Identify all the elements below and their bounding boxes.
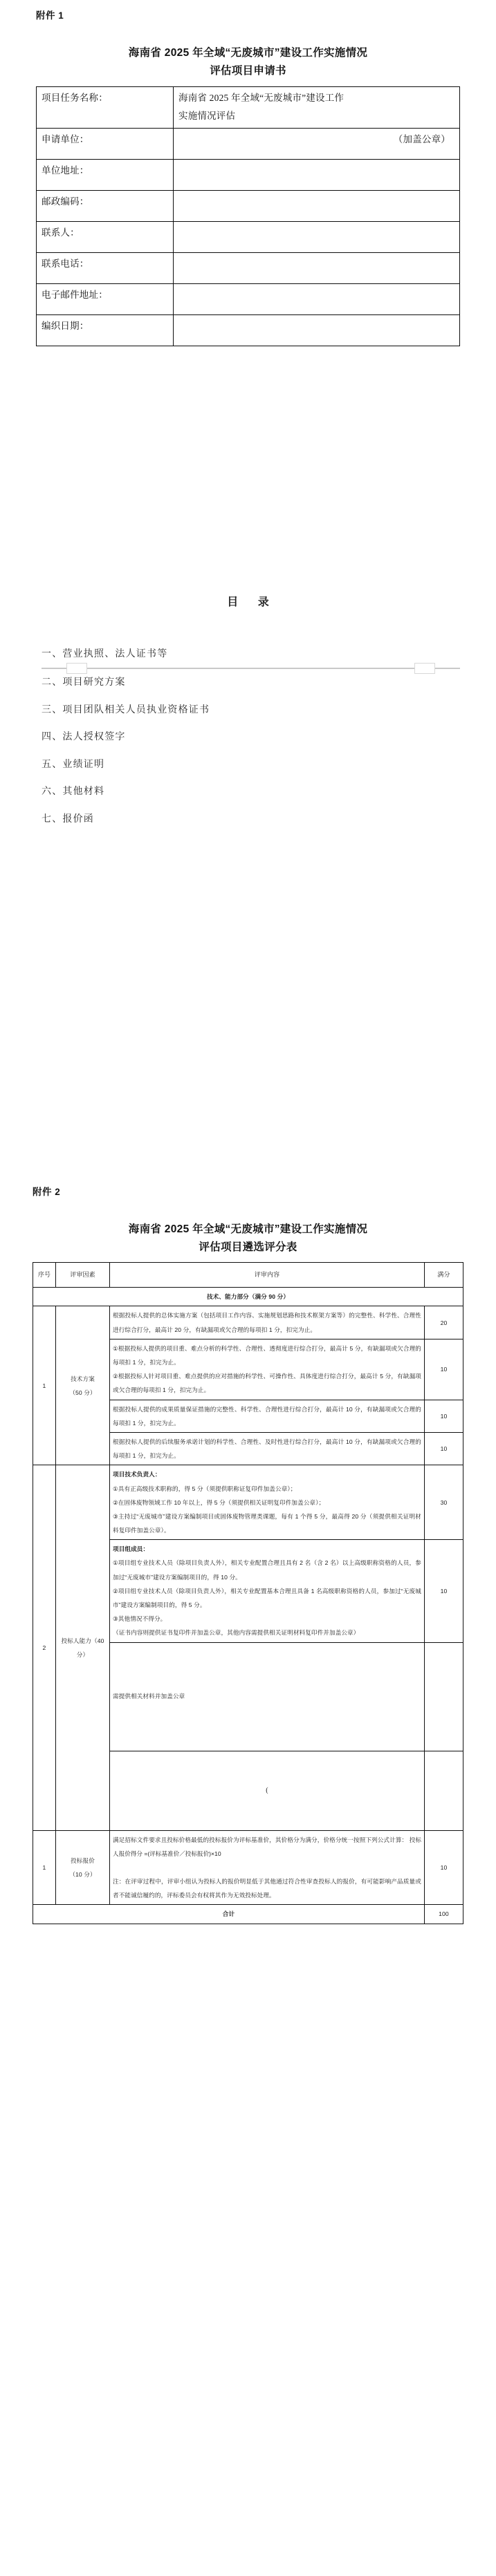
- row-factor-bid-price: [56, 1830, 110, 1905]
- attachment-2-title-line-2: 评估项目遴选评分表: [199, 1241, 297, 1253]
- field-label-applicant-unit: 申请单位：: [37, 128, 174, 159]
- row-content-1: [110, 1306, 425, 1339]
- column-header-content: 评审内容: [110, 1263, 425, 1288]
- toc-item-5[interactable]: 五、业绩证明: [42, 759, 105, 770]
- factor-line-2: （10 分）: [69, 1870, 96, 1878]
- total-value: 100: [425, 1905, 463, 1924]
- attachment-1-title-line-2: 评估项目申请书: [210, 64, 286, 77]
- para-spacer: [113, 1861, 421, 1874]
- row-no-2: 2: [33, 1465, 56, 1830]
- para: ②在固体废物领域工作 10 年以上，得 5 分（须提供相关证明复印件加盖公章）；: [113, 1498, 325, 1506]
- toc-item-2[interactable]: 二、项目研究方案: [42, 677, 126, 688]
- table-row: [37, 314, 460, 346]
- table-of-contents-page: [0, 511, 496, 1071]
- application-form-table: [36, 86, 460, 346]
- para-heading: 项目组成员：: [113, 1545, 149, 1553]
- factor-line-1: 投标报价: [71, 1856, 95, 1864]
- toc-item-4[interactable]: 四、法人授权签字: [42, 732, 126, 743]
- project-name-line-2: 实施情况评估: [178, 111, 236, 122]
- table-row: [37, 252, 460, 283]
- table-header-row: [33, 1263, 463, 1288]
- official-seal-note: （加盖公章）: [393, 133, 450, 144]
- field-value-compile-date[interactable]: [174, 314, 460, 346]
- table-row: [37, 87, 460, 129]
- row-content-2: [110, 1339, 425, 1400]
- page-break-divider: [42, 668, 460, 669]
- row-content-price: [110, 1830, 425, 1905]
- para: （证书内容则提供证书复印件并加盖公章，其他内容需提供相关证明材料复印件并加盖公章）: [113, 1629, 360, 1637]
- table-row: [33, 1830, 463, 1905]
- table-total-row: [33, 1905, 463, 1924]
- row-factor-technical-plan: [56, 1306, 110, 1465]
- para-note: 注：在评审过程中，评审小组认为投标人的报价明显低于其他通过符合性审查投标人的报价，有可能影响产品质量或者不能诚信履约的，评标委员会有权将其作为无效投标处理。: [113, 1877, 421, 1899]
- row-content-6: [110, 1540, 425, 1642]
- row-content-4: [110, 1432, 425, 1465]
- attachment-2-title: [33, 1221, 463, 1256]
- table-row: [33, 1465, 463, 1540]
- row-factor-bidder-capability: [56, 1465, 110, 1830]
- table-row: [37, 190, 460, 221]
- row-content-5: [110, 1465, 425, 1540]
- column-header-factor: 评审因素: [56, 1263, 110, 1288]
- para-formula: 满足招标文件要求且投标价格最低的投标报价为评标基准价，其价格分为满分，价格分统一按照下列公式计算： 投标人报价得分 =(评标基准价／投标报价)×10: [113, 1836, 421, 1857]
- row-content-8: [110, 1751, 425, 1830]
- row-max-5: 30: [425, 1465, 463, 1540]
- attachment-2-title-line-1: 海南省 2025 年全域“无废城市”建设工作实施情况: [128, 1223, 368, 1235]
- para: ①根据投标人提供的项目重、难点分析的科学性、合理性、透彻度进行综合打分，最高计 5 分，有缺漏项或欠合理的每项扣 1 分，扣完为止。: [113, 1344, 421, 1366]
- total-label: 合计: [33, 1905, 425, 1924]
- para: 根据投标人提供的总体实施方案（包括项目工作内容、实施规划思路和技术框架方案等）的完整性、科学性、合理性进行综合打分，最高计 20 分，有缺漏项或欠合理的每项扣 1 分，扣完为止。: [113, 1312, 421, 1333]
- toc-item-1[interactable]: 一、营业执照、法人证书等: [42, 649, 168, 659]
- attachment-1-label: 附件 1: [36, 10, 64, 21]
- field-label-email: 电子邮件地址：: [37, 283, 174, 314]
- toc-item-7[interactable]: 七、报价函: [42, 814, 94, 825]
- row-max-8: [425, 1751, 463, 1830]
- para: ③其他情况不得分。: [113, 1615, 167, 1623]
- factor-line-1: 技术方案: [71, 1375, 95, 1382]
- field-value-postal-code[interactable]: [174, 190, 460, 221]
- field-value-project-name[interactable]: [174, 87, 460, 129]
- field-value-unit-address[interactable]: [174, 159, 460, 190]
- field-label-contact-person: 联系人：: [37, 221, 174, 252]
- row-max-1: 20: [425, 1306, 463, 1339]
- table-row: [37, 221, 460, 252]
- para: 根据投标人提供的成果质量保证措施的完整性、科学性、合理性进行综合打分，最高计 10 分，有缺漏项或欠合理的每项扣 1 分，扣完为止。: [113, 1405, 421, 1427]
- row-max-6: 10: [425, 1540, 463, 1642]
- attachment-2-label: 附件 2: [33, 1187, 61, 1197]
- scoring-table: [33, 1262, 463, 1924]
- para: ②根据投标人针对项目重、难点提供的应对措施的科学性、可操作性、具体度进行综合打分，最高计 5 分，有缺漏项或欠合理的每项扣 1 分，扣完为止。: [113, 1373, 421, 1394]
- field-value-email[interactable]: [174, 283, 460, 314]
- para: ②项目组专业技术人员（除项目负责人外），相关专业配置基本合理且具备 1 名高级职称资格的人员，参加过“无废城市”建设方案编制项目的，得 5 分。: [113, 1587, 421, 1609]
- attachment-1-page: [0, 0, 496, 511]
- factor-line-2: 分）: [76, 1651, 89, 1658]
- field-label-project-name: 项目任务名称：: [37, 87, 174, 129]
- attachment-2-page: [0, 1071, 496, 1924]
- para-marker: (: [266, 1786, 268, 1794]
- column-header-no: 序号: [33, 1263, 56, 1288]
- row-no-1: 1: [33, 1306, 56, 1465]
- field-value-applicant-unit[interactable]: [174, 128, 460, 159]
- table-row: [37, 283, 460, 314]
- row-content-3: [110, 1400, 425, 1432]
- row-no-price: 1: [33, 1830, 56, 1905]
- toc-item-6[interactable]: 六、其他材料: [42, 787, 105, 798]
- project-name-line-1: 海南省 2025 年全域“无废城市”建设工作: [178, 93, 345, 104]
- para: ①具有正高级技术职称的，得 5 分（须提供职称证复印件加盖公章）；: [113, 1485, 297, 1492]
- field-label-unit-address: 单位地址：: [37, 159, 174, 190]
- para: 根据投标人提供的后续服务承诺计划的科学性、合理性、及时性进行综合打分，最高计 10 分，有缺漏项或欠合理的每项扣 1 分，扣完为止。: [113, 1438, 421, 1460]
- toc-item-3[interactable]: 三、项目团队相关人员执业资格证书: [42, 704, 210, 715]
- row-max-2: 10: [425, 1339, 463, 1400]
- para-heading: 项目技术负责人：: [113, 1471, 161, 1478]
- column-header-max: 满分: [425, 1263, 463, 1288]
- field-value-contact-phone[interactable]: [174, 252, 460, 283]
- section-header-row: [33, 1288, 463, 1306]
- para: ③主持过“无废城市”建设方案编制项目或固体废物管理类课题，每有 1 个得 5 分，最高得 20 分（须提供相关证明材料复印件加盖公章）。: [113, 1512, 421, 1534]
- field-value-contact-person[interactable]: [174, 221, 460, 252]
- row-content-7: [110, 1642, 425, 1751]
- table-row: [37, 128, 460, 159]
- toc-title: 目 录: [227, 596, 277, 608]
- row-max-3: 10: [425, 1400, 463, 1432]
- table-row: [37, 159, 460, 190]
- row-max-7: [425, 1642, 463, 1751]
- factor-line-2: （50 分）: [69, 1389, 96, 1396]
- field-label-compile-date: 编织日期：: [37, 314, 174, 346]
- section-technical-ability: 技术、能力部分（满分 90 分）: [33, 1288, 463, 1306]
- field-label-contact-phone: 联系电话：: [37, 252, 174, 283]
- para: 需提供相关材料并加盖公章: [113, 1693, 185, 1700]
- row-max-4: 10: [425, 1432, 463, 1465]
- attachment-1-title-line-1: 海南省 2025 年全域“无废城市”建设工作实施情况: [128, 47, 368, 59]
- table-row: [33, 1306, 463, 1339]
- para: ①项目组专业技术人员（除项目负责人外），相关专业配置合理且具有 2 名（含 2 名）以上高级职称资格的人员，参加过“无废城市”建设方案编制项目的，得 10 分。: [113, 1559, 421, 1581]
- field-label-postal-code: 邮政编码：: [37, 190, 174, 221]
- attachment-1-title: [36, 44, 460, 79]
- toc-list: [36, 641, 460, 833]
- row-max-price: 10: [425, 1830, 463, 1905]
- factor-line-1: 投标人能力（40: [61, 1637, 104, 1644]
